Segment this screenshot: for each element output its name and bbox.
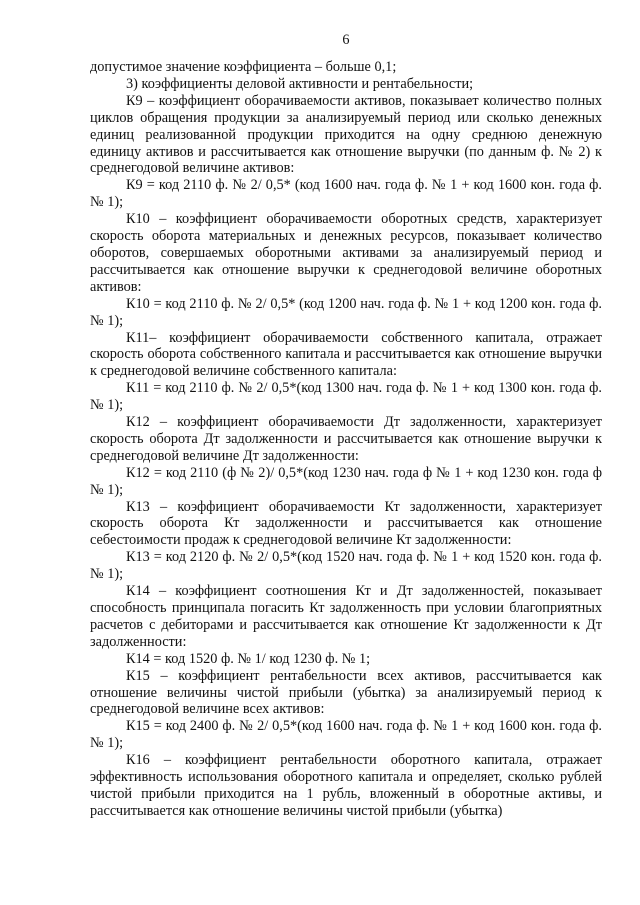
formula: К9 = код 2110 ф. № 2/ 0,5* (код 1600 нач. года ф. № 1 + код 1600 кон. года ф. № 1);	[90, 177, 602, 211]
paragraph: К9 – коэффициент оборачиваемости активов, показывает количество полных циклов обращения продукции за анализируемый период или сколько денежных единиц реализованной продукции приходится на одну среднюю денежную единицу активов и рассчитывается как отношение выручки (по данным ф. № 2) к среднегодовой величине активов:	[90, 92, 602, 177]
formula: К13 = код 2120 ф. № 2/ 0,5*(код 1520 нач. года ф. № 1 + код 1520 кон. года ф. № 1);	[90, 549, 602, 583]
paragraph: К16 – коэффициент рентабельности оборотного капитала, отражает эффективность использования оборотного капитала и определяет, сколько рублей чистой прибыли приходится на 1 рубль, вложенный в оборотные активы, и рассчитывается как отношение величины чистой прибыли (убытка)	[90, 752, 602, 819]
formula: К12 = код 2110 (ф № 2)/ 0,5*(код 1230 нач. года ф № 1 + код 1230 кон. года ф № 1);	[90, 464, 602, 498]
paragraph: К11– коэффициент оборачиваемости собственного капитала, отражает скорость оборота собственного капитала и рассчитывается как отношение выручки к среднегодовой величине собственного капитала:	[90, 329, 602, 380]
paragraph: К10 – коэффициент оборачиваемости оборотных средств, характеризует скорость оборота материальных и денежных ресурсов, показывает количество оборотов, совершаемых оборотными активами за анализируемый период и рассчитывается как отношение выручки к среднегодовой величине оборотных активов:	[90, 211, 602, 295]
paragraph: К14 – коэффициент соотношения Кт и Дт задолженностей, показывает способность принципала погасить Кт задолженность при условии благоприятных расчетов с дебиторами и рассчитывается как отношение Кт задолженности к Дт задолженности:	[90, 583, 602, 650]
paragraph: допустимое значение коэффициента – больше 0,1;	[90, 59, 397, 75]
section-heading: 3) коэффициенты деловой активности и рентабельности;	[126, 75, 474, 92]
paragraph: К13 – коэффициент оборачиваемости Кт задолженности, характеризует скорость оборота Кт задолженности и рассчитывается как отношение себестоимости продаж к среднегодовой величине Кт задолженности:	[90, 498, 602, 549]
formula: К11 = код 2110 ф. № 2/ 0,5*(код 1300 нач. года ф. № 1 + код 1300 кон. года ф. № 1);	[90, 380, 602, 414]
document-page	[90, 0, 602, 905]
document-body	[90, 59, 602, 820]
formula: К15 = код 2400 ф. № 2/ 0,5*(код 1600 нач. года ф. № 1 + код 1600 кон. года ф. № 1);	[90, 718, 602, 752]
paragraph: К15 – коэффициент рентабельности всех активов, рассчитывается как отношение величины чистой прибыли (убытка) за анализируемый период к среднегодовой величине всех активов:	[90, 667, 602, 718]
formula: К10 = код 2110 ф. № 2/ 0,5* (код 1200 нач. года ф. № 1 + код 1200 кон. года ф. № 1);	[90, 295, 602, 329]
formula: К14 = код 1520 ф. № 1/ код 1230 ф. № 1;	[126, 650, 371, 667]
paragraph: К12 – коэффициент оборачиваемости Дт задолженности, характеризует скорость оборота Дт задолженности и рассчитывается как отношение выручки к среднегодовой величине Дт задолженности:	[90, 414, 602, 464]
page-number: 6	[342, 32, 350, 48]
